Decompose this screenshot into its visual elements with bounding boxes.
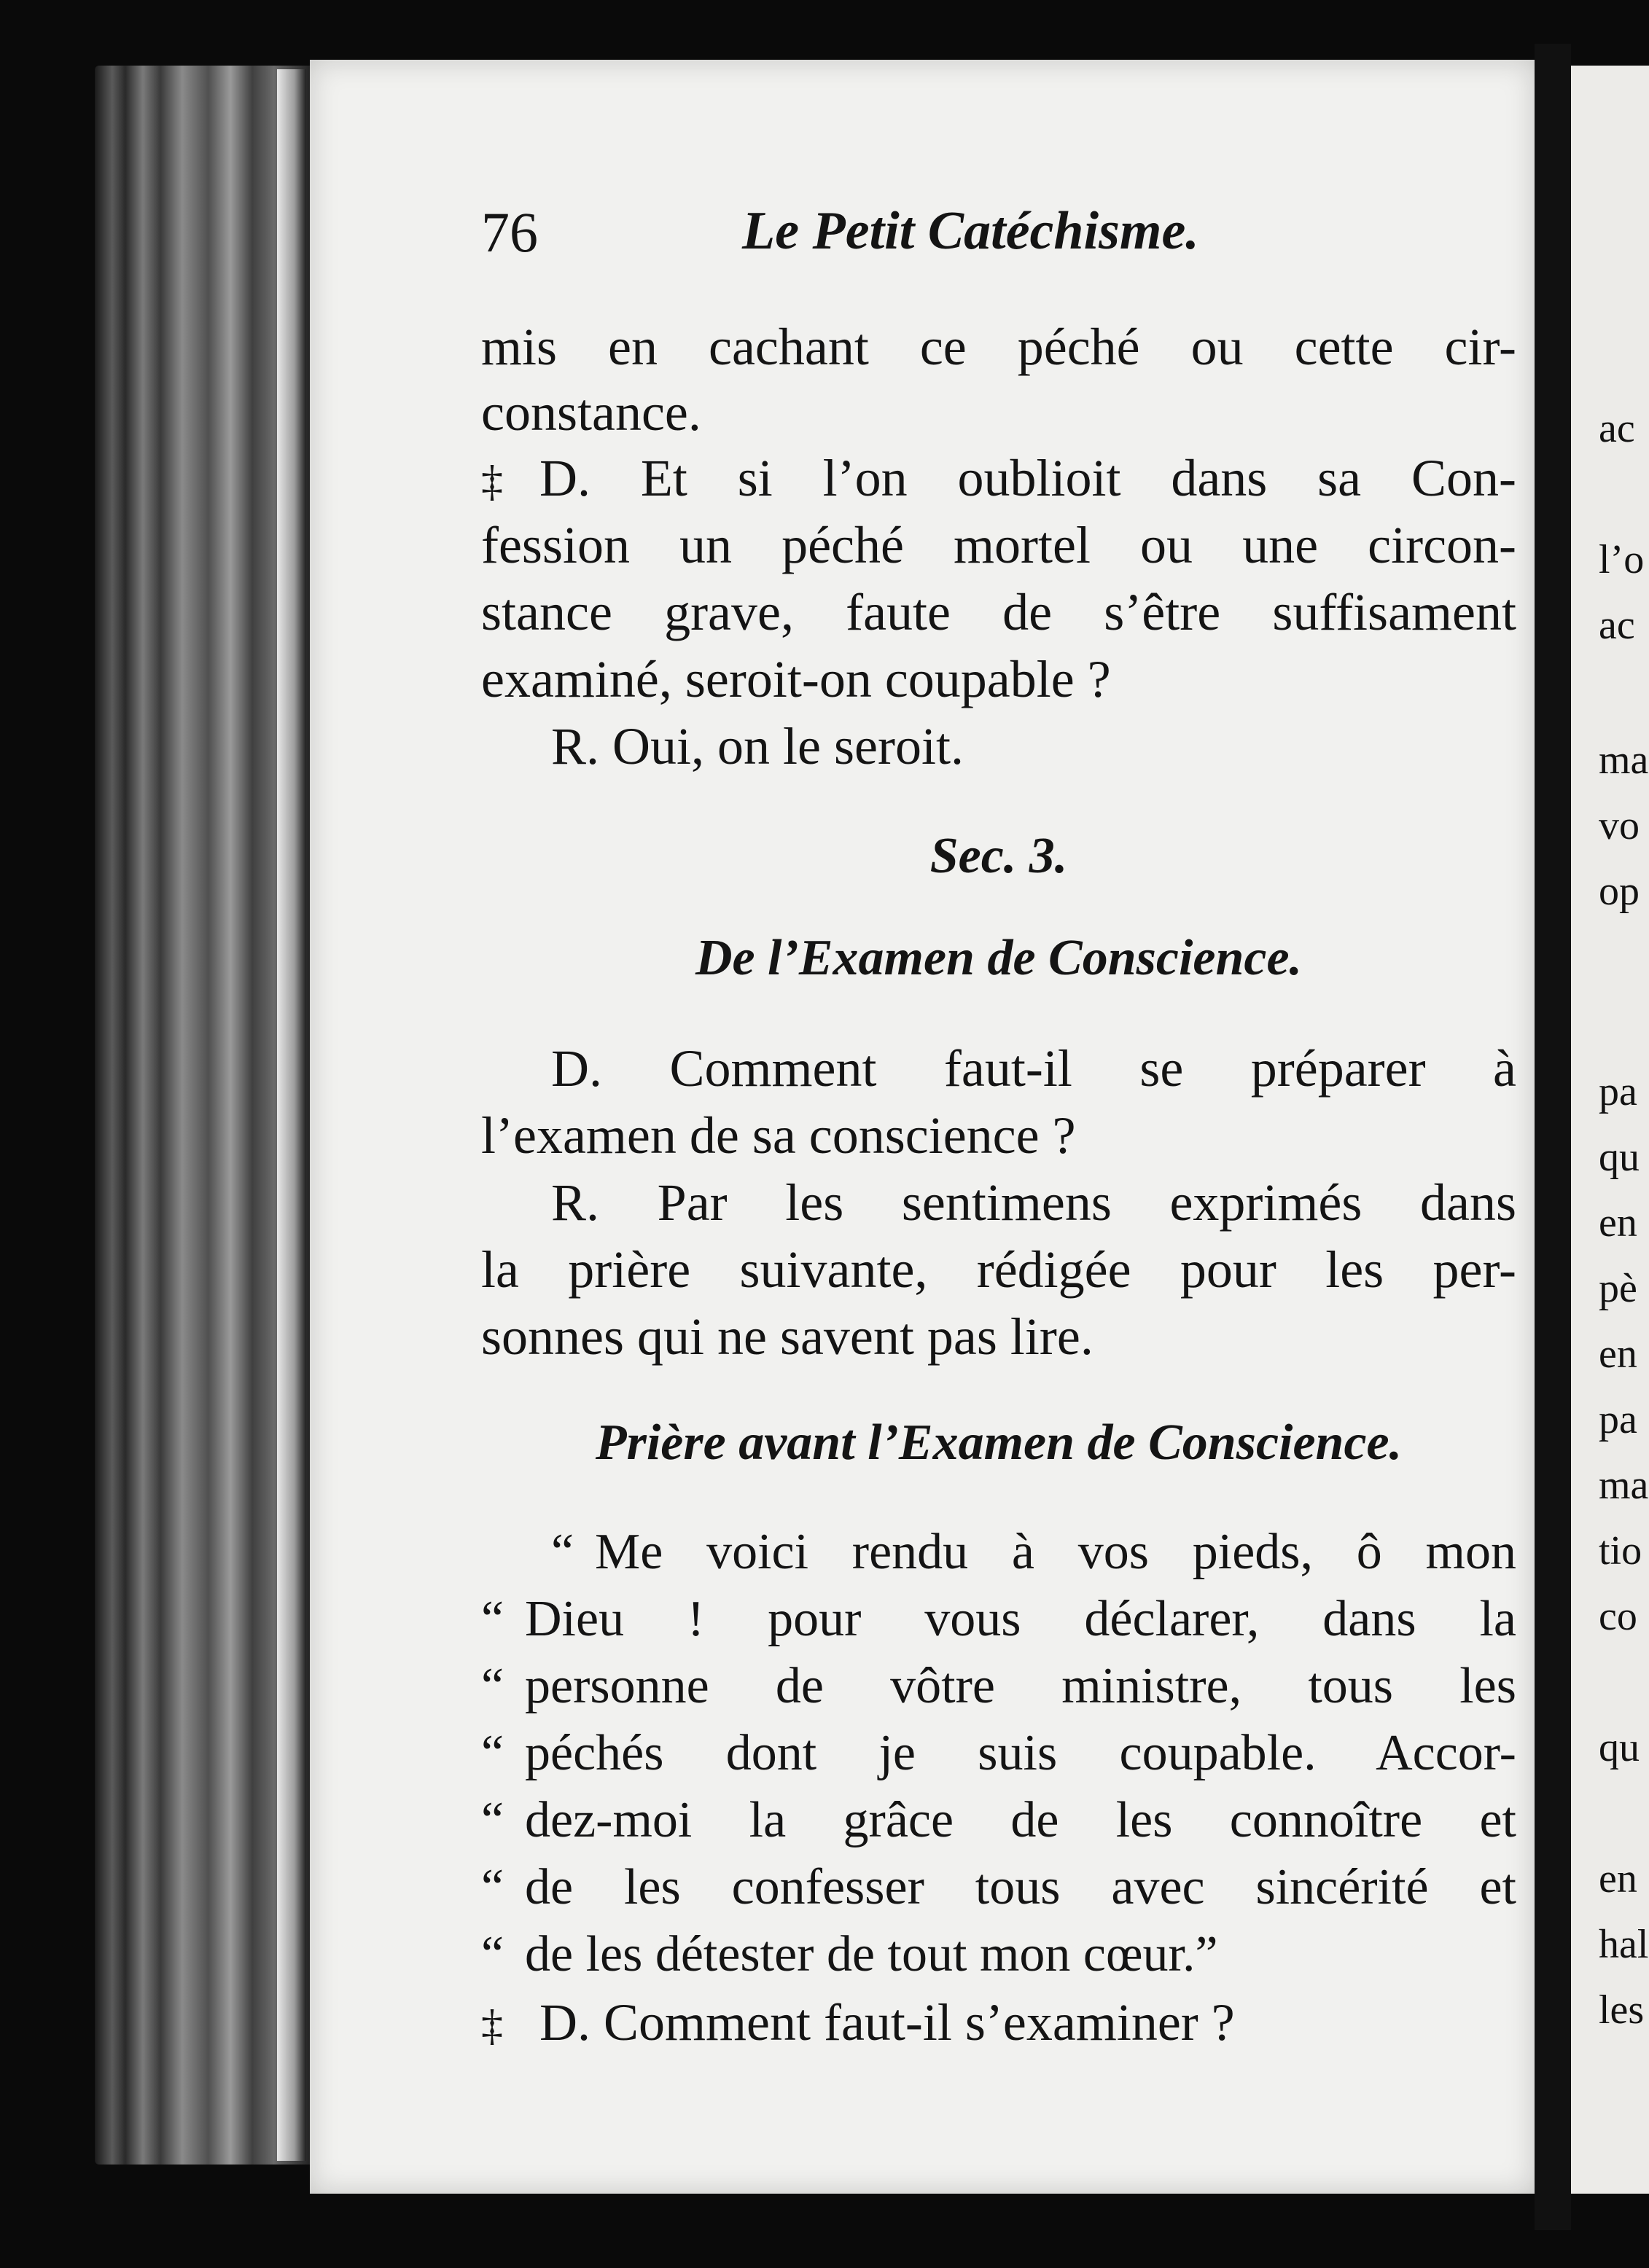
prayer-line [481, 1591, 1516, 1647]
text-line: la prière suivante, rédigée pour les per- [481, 1240, 1516, 1299]
running-title: Le Petit Catéchisme. [742, 201, 1199, 261]
book-gutter [1535, 44, 1571, 2230]
fragment-line: tio [1599, 1528, 1642, 1573]
prayer-text: personne de vôtre ministre, tous les [525, 1658, 1516, 1714]
question-line [481, 1993, 1516, 2052]
fragment-line: en [1599, 1200, 1637, 1246]
answer-line: R. Par les sentimens exprimés dans [551, 1173, 1516, 1232]
text-line: l’examen de sa conscience ? [481, 1106, 1076, 1165]
prayer-text: dez-moi la grâce de les connoître et [525, 1792, 1516, 1848]
fragment-line: co [1599, 1594, 1637, 1639]
page-edge [277, 69, 306, 2161]
fragment-line: qu [1599, 1135, 1640, 1180]
text-line: sonnes qui ne savent pas lire. [481, 1307, 1094, 1366]
double-dagger-icon: ‡ [481, 457, 503, 505]
quote-mark: “ [481, 1591, 504, 1647]
prayer-line [481, 1792, 1516, 1848]
fragment-line: ac [1599, 406, 1635, 451]
prayer-text: péchés dont je suis coupable. Accor- [525, 1725, 1516, 1781]
fragment-line: ma [1599, 1463, 1649, 1508]
double-dagger-icon: ‡ [481, 2001, 503, 2049]
text-line: mis en cachant ce péché ou cette cir- [481, 318, 1516, 376]
prayer-text: de les confesser tous avec sincérité et [525, 1859, 1516, 1915]
text-line: fession un péché mortel ou une circon- [481, 516, 1516, 574]
fragment-line: pa [1599, 1069, 1637, 1114]
fragment-line: op [1599, 869, 1640, 914]
fragment-line: en [1599, 1332, 1637, 1377]
prayer-title: Prière avant l’Examen de Conscience. [595, 1415, 1403, 1471]
quote-mark: “ [481, 1725, 504, 1781]
section-number: Sec. 3. [929, 828, 1068, 884]
quote-mark: “ [481, 1658, 504, 1714]
fragment-line: vo [1599, 803, 1640, 848]
quote-mark: “ [481, 1792, 504, 1848]
prayer-line [481, 1859, 1516, 1915]
text-line: stance grave, faute de s’être suffisament [481, 583, 1516, 641]
fragment-line: pè [1599, 1266, 1637, 1311]
prayer-line [481, 1725, 1516, 1781]
quote-mark: “ [481, 1926, 504, 1982]
prayer-text: Me voici rendu à vos pieds, ô mon [595, 1524, 1516, 1580]
question-text: D. Comment faut-il s’examiner ? [539, 1993, 1235, 2052]
fragment-line: qu [1599, 1725, 1640, 1770]
quote-mark: “ [551, 1524, 574, 1580]
text-line: constance. [481, 383, 701, 442]
fragment-line: ac [1599, 603, 1635, 648]
fragment-line: pa [1599, 1397, 1637, 1442]
page-number: 76 [481, 200, 538, 264]
prayer-line [481, 1926, 1516, 1982]
quote-mark: “ [481, 1859, 504, 1915]
answer-line: R. Oui, on le seroit. [551, 717, 964, 775]
section-title: De l’Examen de Conscience. [695, 930, 1303, 986]
question-line [481, 449, 1516, 507]
prayer-text: de les détester de tout mon cœur.” [525, 1926, 1218, 1982]
fragment-line: les [1599, 1987, 1645, 2033]
question-line: D. Comment faut-il se préparer à [551, 1039, 1516, 1098]
prayer-line [481, 1658, 1516, 1714]
prayer-line [481, 1524, 1516, 1580]
running-header [481, 200, 1298, 264]
fragment-line: l’o [1599, 537, 1645, 582]
prayer-text: Dieu ! pour vous déclarer, dans la [525, 1591, 1516, 1647]
fragment-line: hal [1599, 1922, 1649, 1967]
page-right-fragment [1571, 66, 1649, 2194]
question-text: D. Et si l’on oublioit dans sa Con- [539, 449, 1516, 507]
text-line: examiné, seroit-on coupable ? [481, 650, 1111, 708]
fragment-line: en [1599, 1856, 1637, 1901]
fragment-line: ma [1599, 738, 1649, 783]
